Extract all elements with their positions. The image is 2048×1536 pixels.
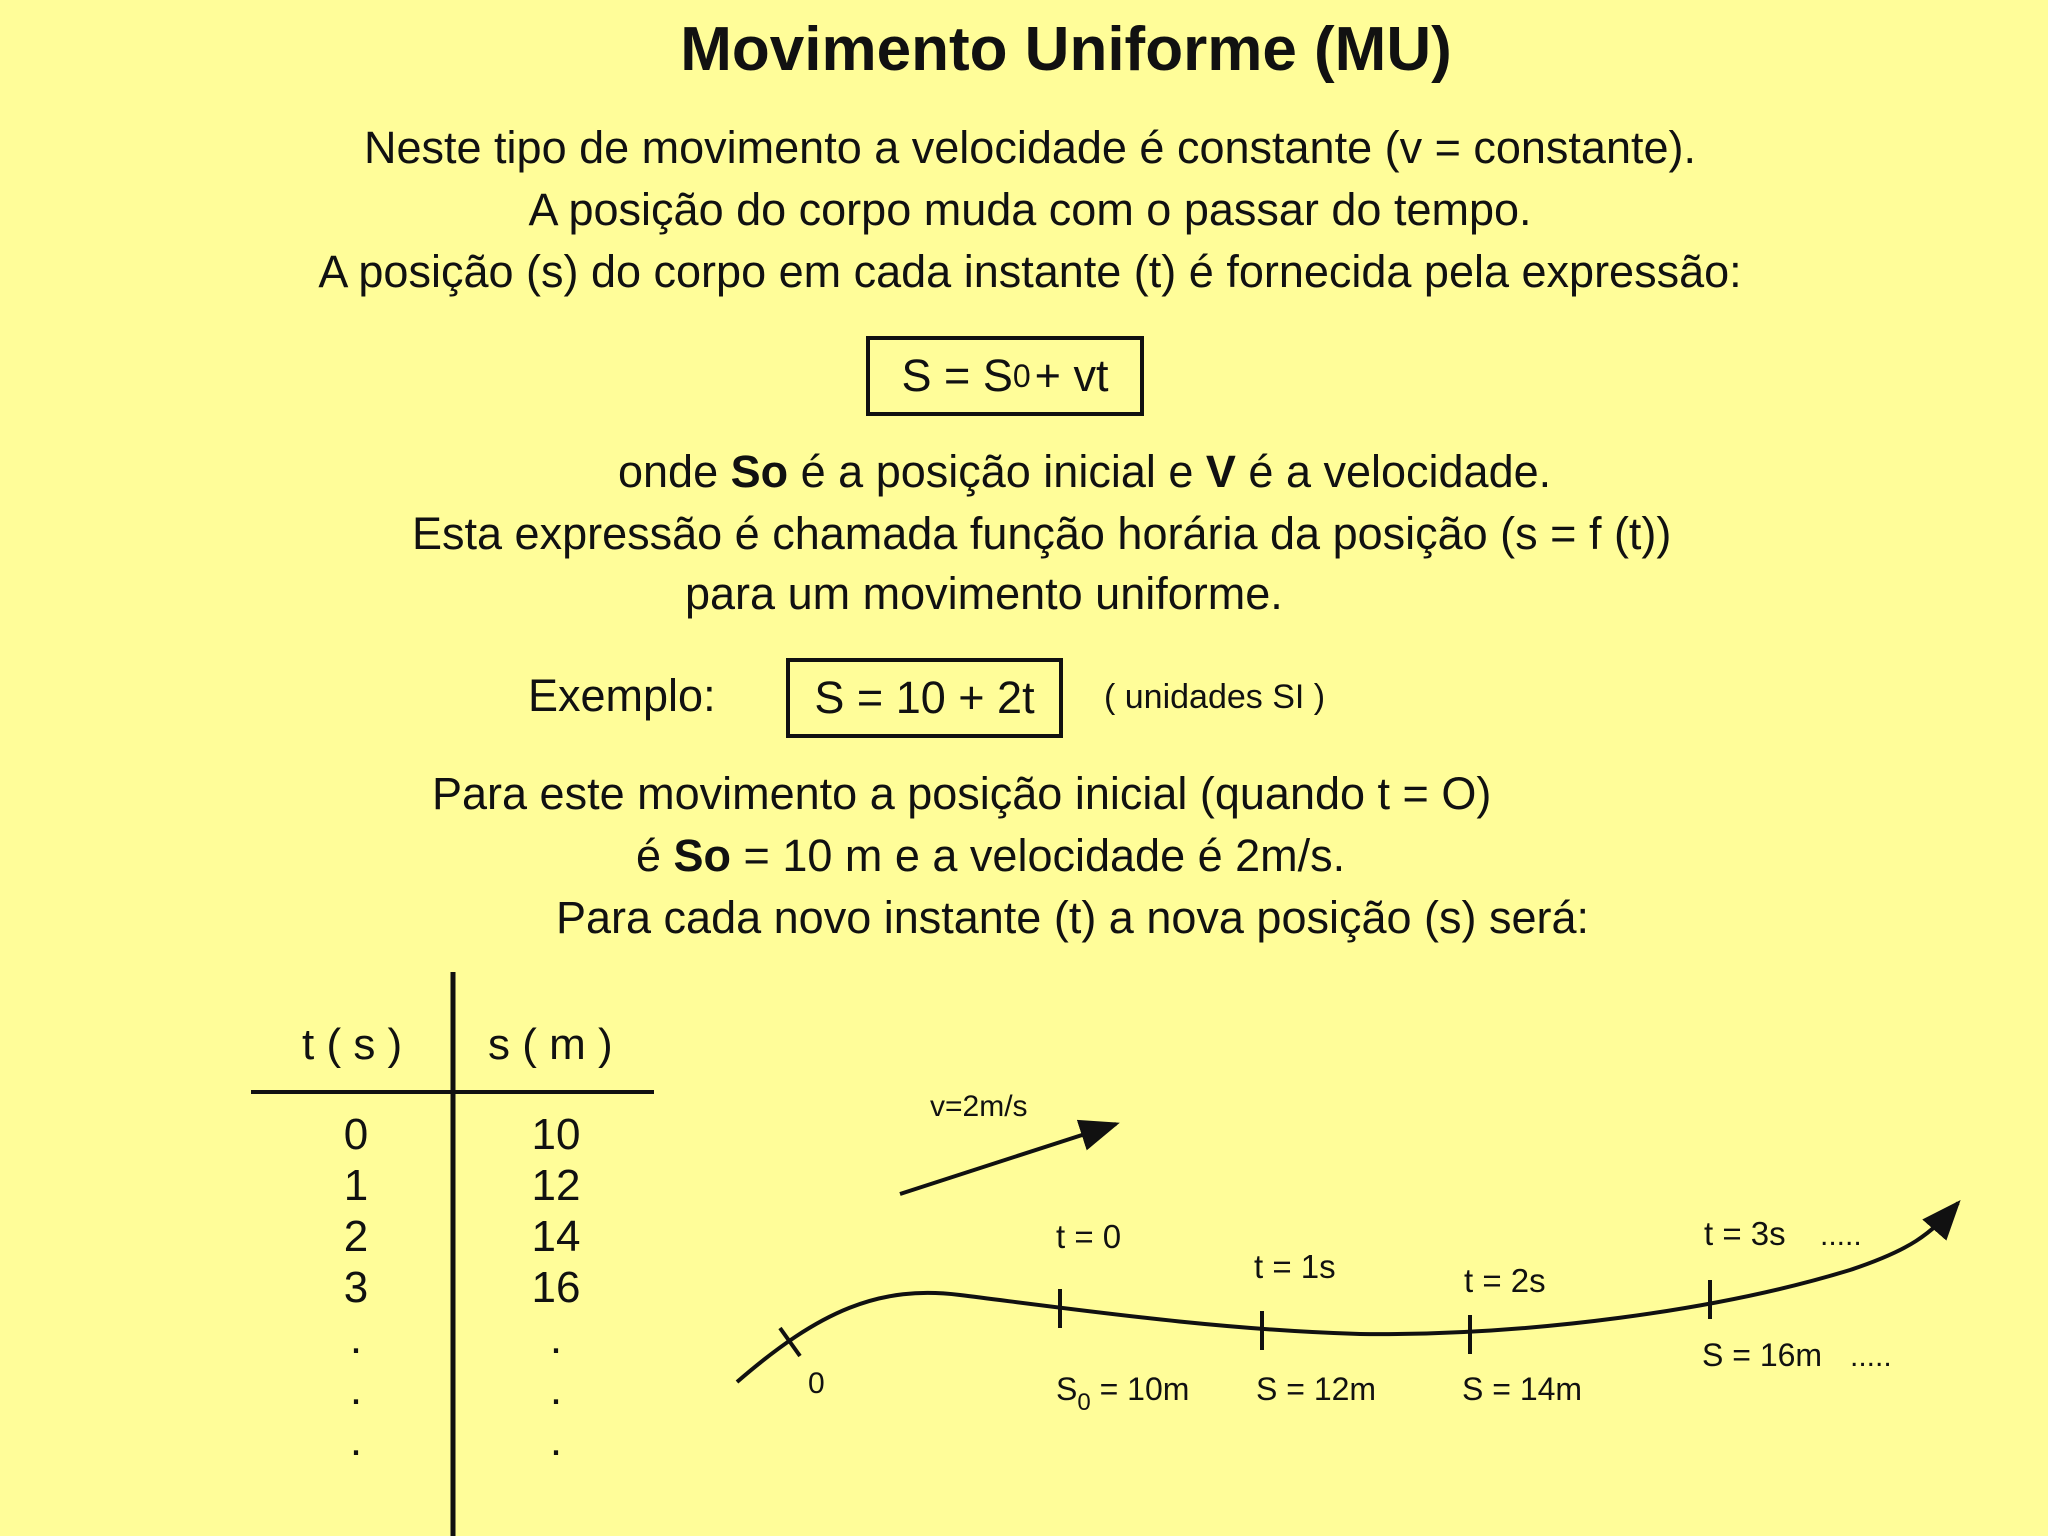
velocity-arrow: [900, 1124, 1116, 1194]
where-so: So: [730, 446, 789, 497]
time-label-3: t = 3s: [1704, 1215, 1786, 1252]
position-label-2: S = 14m: [1462, 1371, 1583, 1407]
intro-line-1: Neste tipo de movimento a velocidade é constante (v = constante).: [363, 122, 1697, 173]
position-label-0: [1056, 1371, 1189, 1416]
table-cell-t: 1: [343, 1161, 369, 1210]
table-cell-t: 2: [343, 1212, 369, 1261]
table-cell-s: .: [549, 1416, 563, 1465]
table-cell-s: .: [549, 1314, 563, 1363]
where-line-3: para um movimento uniforme.: [685, 568, 1283, 619]
where-text-2: é a posição inicial e: [788, 446, 1206, 497]
table-cell-t: .: [349, 1416, 363, 1465]
table-cell-s: 14: [531, 1212, 581, 1261]
position-label-3: S = 16m: [1702, 1337, 1823, 1373]
tick-origin: [780, 1328, 800, 1356]
position-label-0-value: = 10m: [1090, 1371, 1190, 1407]
position-label-0-sub: 0: [1077, 1389, 1091, 1416]
table-cell-t: 0: [343, 1110, 369, 1159]
where-line-2: Esta expressão é chamada função horária da posição (s = f (t)): [412, 508, 1672, 559]
formula-left: S = S: [901, 350, 1013, 401]
table-cell-s: 16: [531, 1263, 581, 1312]
table-cell-t: 3: [343, 1263, 369, 1312]
formula-subscript: 0: [1012, 357, 1031, 394]
where-v: V: [1205, 446, 1236, 497]
explain-so: So: [673, 830, 732, 881]
position-label-0-s: S: [1056, 1371, 1078, 1407]
table-cell-s: .: [549, 1365, 563, 1414]
where-text-1: onde: [618, 446, 731, 497]
formula-right: + vt: [1034, 350, 1109, 401]
intro-line-2: A posição do corpo muda com o passar do tempo.: [528, 184, 1532, 235]
units-note: ( unidades SI ): [1104, 678, 1326, 716]
explain-line-1: Para este movimento a posição inicial (quando t = O): [432, 768, 1492, 819]
table-cell-s: 10: [531, 1110, 581, 1159]
time-label-1: t = 1s: [1254, 1248, 1336, 1285]
time-label-2: t = 2s: [1464, 1262, 1546, 1299]
table-header-t: t ( s ): [302, 1020, 403, 1069]
explain-text-c: = 10 m e a velocidade é 2m/s.: [731, 830, 1346, 881]
explain-text-a: é: [636, 830, 674, 881]
example-label: Exemplo:: [528, 670, 716, 721]
page-title: Movimento Uniforme (MU): [680, 15, 1452, 84]
time-label-3-dots: .....: [1820, 1219, 1862, 1252]
example-formula: S = 10 + 2t: [814, 672, 1035, 723]
position-label-3-dots: .....: [1850, 1340, 1892, 1373]
intro-line-3: A posição (s) do corpo em cada instante (t) é fornecida pela expressão:: [318, 246, 1742, 297]
explain-line-3: Para cada novo instante (t) a nova posição (s) será:: [556, 892, 1590, 943]
table-cell-s: 12: [531, 1161, 581, 1210]
table-cell-t: .: [349, 1365, 363, 1414]
table-cell-t: .: [349, 1314, 363, 1363]
origin-label: 0: [808, 1367, 825, 1400]
velocity-label: v=2m/s: [930, 1090, 1028, 1123]
where-text-3: é a velocidade.: [1235, 446, 1552, 497]
table-header-s: s ( m ): [488, 1020, 613, 1069]
position-label-1: S = 12m: [1256, 1371, 1377, 1407]
time-label-0: t = 0: [1056, 1218, 1122, 1255]
